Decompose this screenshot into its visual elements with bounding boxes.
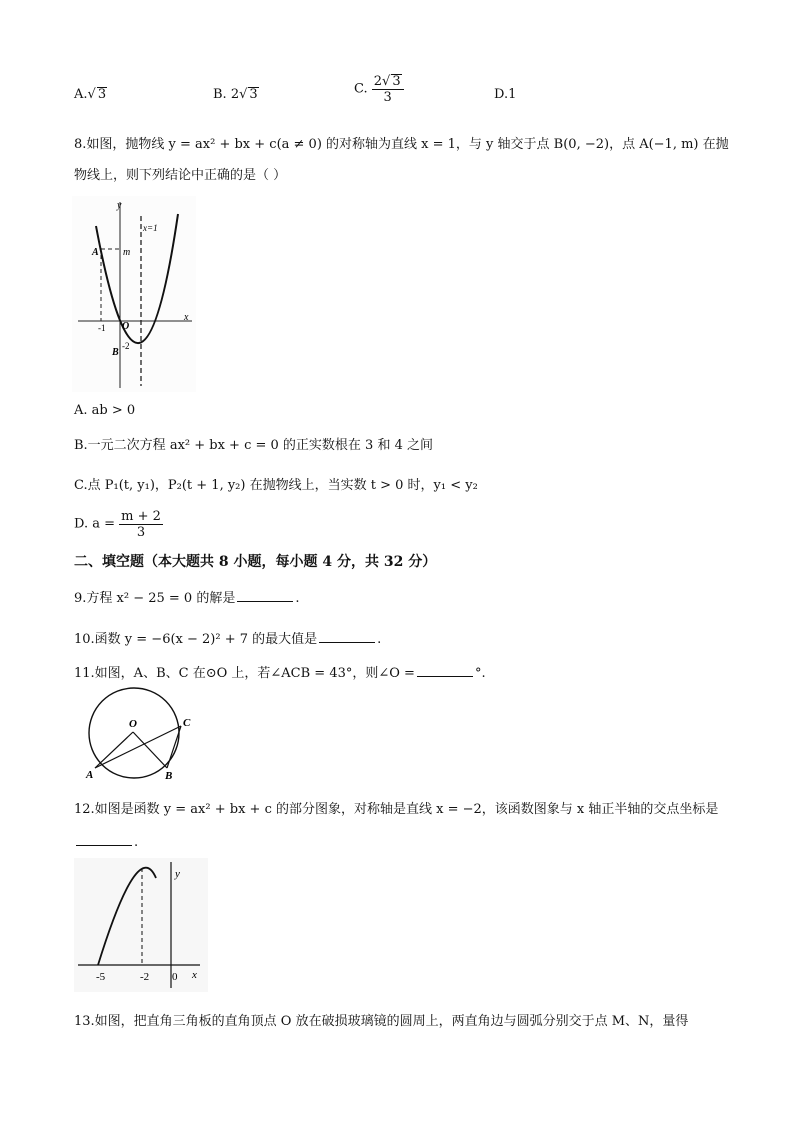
fig-label-x: x: [184, 312, 189, 323]
q7-option-b: B. 2√ 3: [213, 87, 258, 102]
fig-label-y: y: [175, 868, 180, 880]
fig-label-O: O: [122, 321, 130, 332]
q13-text: 13.如图，把直角三角板的直角顶点 O 放在破损玻璃镜的圆周上，两直角边与圆弧分别交于点 M、N，量得: [74, 1014, 689, 1029]
fig-label-x: x: [192, 969, 197, 981]
fig-label-neg2: -2: [140, 971, 150, 983]
segment-OB: [133, 732, 167, 768]
q7-option-a: A.√ 3: [74, 87, 107, 102]
segment-OA: [95, 732, 133, 768]
q11-circle-figure: [74, 686, 198, 786]
fig-label-x1: x=1: [143, 223, 158, 233]
q8-option-b: B.一元二次方程 ax² + bx + c = 0 的正实数根在 3 和 4 之间: [74, 438, 433, 453]
q12-answer-blank: [76, 833, 132, 846]
fig-label-m: m: [123, 247, 131, 258]
q8-stem-line2: 物线上，则下列结论中正确的是（ ）: [74, 168, 287, 183]
fig-label-C: C: [183, 717, 191, 729]
fig-label-neg1: -1: [98, 323, 106, 333]
q9-text: 9.方程 x² − 25 = 0 的解是 .: [74, 591, 300, 606]
fig-label-y: y: [117, 200, 122, 211]
q11-answer-blank: [417, 664, 473, 677]
fig-label-neg2: -2: [122, 341, 130, 351]
fig-label-A: A: [92, 247, 99, 258]
q8-option-d: D. a = $\frac{m + 2}{3}$: [74, 509, 161, 540]
fig-label-O: O: [129, 718, 137, 730]
fig-label-B: B: [112, 347, 119, 358]
q12-text-line2: .: [74, 833, 138, 852]
section-2-heading: 二、填空题（本大题共 8 小题，每小题 4 分，共 32 分）: [74, 554, 437, 570]
q9-answer-blank: [237, 589, 293, 602]
q8-stem-line1: 8.如图，抛物线 y = ax² + bx + c(a ≠ 0) 的对称轴为直线 x = 1，与 y 轴交于点 B(0, −2)，点 A(−1, m) 在抛: [74, 137, 729, 152]
q8-option-a: A. ab > 0: [74, 403, 136, 418]
q8-parabola-figure: [72, 196, 196, 392]
q12-parabola-figure: [74, 858, 208, 992]
q7-option-c: C. $\frac{2√ 3}{3}$: [354, 74, 404, 105]
fig-label-neg5: -5: [96, 971, 106, 983]
q7-option-d: D.1: [494, 87, 517, 102]
fig-label-B: B: [165, 770, 173, 782]
q11-text: 11.如图，A、B、C 在⊙O 上，若∠ACB = 43°，则∠O = °.: [74, 666, 486, 681]
fig-label-0: 0: [172, 971, 178, 983]
q8-option-c: C.点 P₁(t, y₁)，P₂(t + 1, y₂) 在抛物线上，当实数 t > 0 时，y₁ < y₂: [74, 478, 478, 493]
fig-label-A: A: [86, 769, 94, 781]
q12-text-line1: 12.如图是函数 y = ax² + bx + c 的部分图象，对称轴是直线 x = −2，该函数图象与 x 轴正半轴的交点坐标是: [74, 802, 719, 817]
q10-text: 10.函数 y = −6(x − 2)² + 7 的最大值是 .: [74, 632, 382, 647]
q10-answer-blank: [319, 630, 375, 643]
